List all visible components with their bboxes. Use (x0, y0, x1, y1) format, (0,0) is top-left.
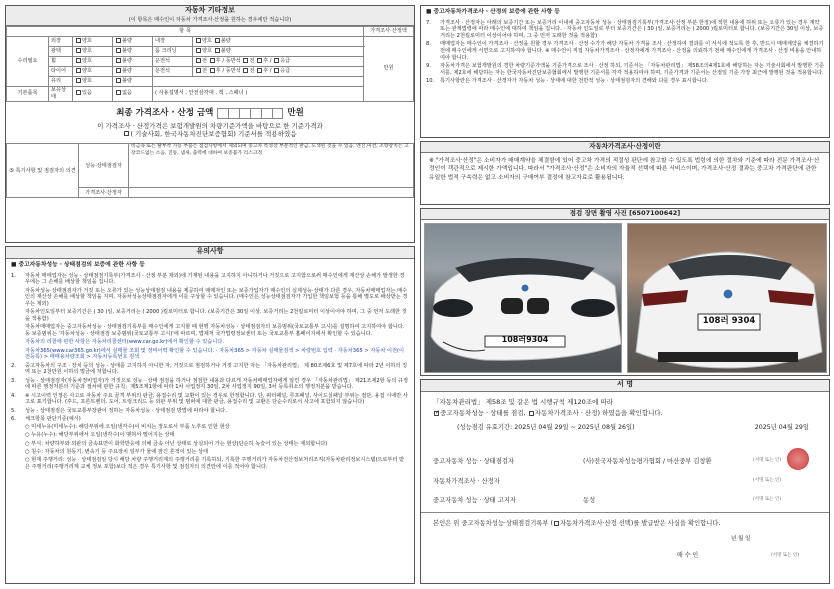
other-info-subtitle: (이 항목은 매수인이 자동차 가격조사·산정을 원하는 경우에만 적습니다) (6, 17, 414, 26)
photo-title: 점검 장면 촬영 사진 (569, 209, 627, 217)
row-part: 운전석 (153, 67, 193, 77)
sign-date: 2025년 04월 29일 (754, 423, 809, 431)
item-text: 중고자동차의 구조 · 장치 등의 성능 · 상태를 고지하지 아니한 자, 거짓으로 점검하거나 거짓 고지한 자는 「자동차관리법」 제 80조제6호 및 제7호에 따라 2년 이하의 징역 또는 2천만원 이하의 벌금에 처합니다. (25, 362, 408, 376)
repair-label: 수리필요 (7, 37, 49, 87)
item-text: 자동차 매매업자는 성능 · 상태점검기록부(가격조사 · 산정 부분 제외)에 기재된 내용을 고지하지 아니하거나 거짓으로 고지함으로써 매수인에게 재산상 손해가 발생한 경우에는 그 손해를 배상할 책임을 집니다. (25, 272, 405, 286)
car-front-photo (424, 223, 622, 373)
check-mark-icon: ✓ (435, 408, 441, 416)
sign-title: 서 명 (421, 380, 829, 392)
other-info-panel (5, 5, 415, 243)
check-performance[interactable] (434, 408, 441, 416)
checkbox[interactable] (215, 38, 220, 43)
item-number (11, 288, 25, 308)
checkbox[interactable] (257, 58, 262, 63)
grade-unit: 만원 (364, 37, 414, 102)
checkbox[interactable] (196, 38, 201, 43)
item-number (11, 432, 25, 439)
appraisal-note-title: 자동차가격조사·산정이란 (421, 142, 829, 153)
item-text: 성능 · 상태점검은 국토교통부장관이 정하는 자동차성능 · 상태점검 방법에 따라야 합니다. (25, 407, 227, 414)
row-part: 광택 (49, 47, 73, 57)
sign-r1-value: (사)전국자동차성능평가협회 / 마산중부 김창환 (583, 458, 712, 465)
sign-recv: 본인은 위 중고자동차성능·상태점검기록부 ( 자동차가격조사·산정 선택)를 발급받은 사실을 확인합니다. (433, 520, 721, 527)
sign-row-1 (433, 458, 823, 466)
final-desc1: 이 가격조사 · 산정가격은 보험개발원의 차량기준가액을 바탕으로 한 기준가격과 (97, 121, 323, 130)
checkbox[interactable] (274, 58, 279, 63)
row-part: 휠 (49, 57, 73, 67)
amount-box[interactable] (217, 108, 283, 119)
sign-confirm: ✓ 중고자동차성능 · 상태를 점검, 자동차가격조사 · 산정) 하였음을 확인합니다. (435, 408, 663, 418)
list-item (11, 393, 409, 407)
sign-mark: (서명 또는 인) (753, 458, 782, 463)
checkbox[interactable] (196, 48, 201, 53)
checkbox[interactable] (76, 90, 81, 95)
list-item (11, 339, 409, 346)
sign-buyer-label: 매 수 인 (677, 552, 699, 559)
checkbox[interactable] (243, 58, 248, 63)
item-number (11, 324, 25, 338)
final-label: 최종 가격조사 · 산정 금액 (116, 107, 214, 118)
checkbox[interactable] (76, 48, 81, 53)
final-unit: 만원 (287, 107, 304, 118)
item-text: 자동차의 리콜에 관한 사항은 자동차리콜센터(www.car.go.kr)에서 확인할 수 있습니다. (25, 339, 224, 346)
row-part: 타이어 (49, 67, 73, 77)
list-item (11, 457, 409, 471)
other-info-title: 자동차 기타정보 (6, 6, 414, 17)
list-item (11, 432, 409, 439)
final-desc2: ( 기술사회, 한국자동차진단보증협회) 기준서를 적용하였음 (6, 130, 414, 138)
item-text: 자동차인도일부터 보증기간은 ( 30 )일, 보증거리는 ( 2000 )킬로미터로 합니다. (보증기간은 30일 이상, 보증거리는 2천킬로미터 이상이어야 하며, 그 중 먼저 도래한 것을 적용함) (25, 309, 407, 323)
checkbox[interactable] (215, 48, 220, 53)
item-number: 8. (426, 41, 431, 48)
photo-panel (420, 208, 830, 376)
list-item (426, 78, 824, 85)
item-text: ※ 시고이력 인정은 사고로 자동차 주요 골격 부위의 판금, 용접수리 및 교환이 있는 경우로 한정합니다. 단, 쿼터패널, 루프패널, 사이드실패널 부위는 절단, 용접 시에만 사고로 표기합니다. (후드, 프론트펜더, 도어, 트렁크리드 등 외판 부위 및 범퍼에 대한 판금, 용접수리 및 교환은 단순수리로서 사고에 포함되지 않습니다) (25, 392, 408, 406)
list-item (11, 348, 409, 362)
final-amount-row (6, 108, 414, 119)
list-item (426, 63, 824, 77)
checkbox[interactable] (243, 68, 248, 73)
notice-section-title: ■ 중고자동차성능 · 상태점검의 보증에 관한 사항 등 (11, 262, 145, 268)
photo-code: [6507100642] (629, 209, 681, 217)
item-text: 가격조사 · 산정자는 아래의 보증기간 또는 보증거리 이내에 중고자동차 성능 · 상태점검기록부(가격조사·산정 부분 한정)에 적힌 내용에 허위 또는 오류가 있는 경우 계약 또는 관계법령에 따라 매수인에 대하여 책임을 집니다. · 자동차 인도일로 부터 보증기간은 ( 30 )일, 보증거리는 ( 2000 )킬로미터로 합니다. (보증기간은 30일 이상, 보증거리는 2천킬로미터 이상이어야 하며, 그 중 먼저 도래한 것을 적용함) (440, 19, 824, 40)
opinion-table (6, 143, 414, 198)
sign-valid: (성능점검 유효기간: 2025년 04월 29일 ~ 2025년 08월 26일) (457, 423, 635, 431)
item-text: 자동차성능·상태점검자가 거짓 또는 오류가 있는 성능상태점검 내용을 제공하여 매매자인 또는 보증가입자가 매수인의 실제성능·상태가 다른 경우, 자동차매매업자는 매수인의 재산상 손해를 배상할 책임을 지며, 자동차성능상태점검자에게 이를 구상할 수 있습니다. (매수인은 성능상태점검자가 가입한 책임보험 등을 통해 별도로 배상받는 경우는 제외) (25, 287, 408, 308)
item-text: 자동차매매업자는 중고자동차성능 · 상태점검기록부를 매수인에게 고지할 때 현행 자동차성능 · 상태점검자의 보증범위(국토교통부 고시)를 설명하여 고지하여야 합니다. 동 보증범위는 '자동차성능 · 상태점검 보증범위(국토교통부 고시)'에 따르며, 법제처 국가법령정보센터 또는 국토교통부 홈페이지에서 확인할 수 있습니다. (25, 324, 405, 338)
item-text: ○ 침수: 자동차의 원동기, 변속기 등 주요장치 일부가 물에 잠긴 흔적이 있는 상태 (25, 448, 209, 455)
list-item (11, 309, 409, 323)
sign-law: 「자동차관리법」 제58조 및 같은 법 시행규칙 제120조에 따라 (433, 398, 613, 406)
checkbox[interactable] (116, 68, 121, 73)
sign-valid-row (421, 418, 829, 432)
list-item (11, 408, 409, 415)
col-item: 항 목 (7, 27, 364, 37)
basic-items: ( 사용설명서 , 안전삼각대 , 잭 , 스패너 ) (153, 87, 364, 102)
photo-title-bar (421, 209, 829, 220)
basic-label: 기본품목 (7, 87, 49, 102)
sign-r2-label: 자동차가격조사 · 산정자 (433, 478, 500, 485)
appraisal-note-panel (420, 141, 830, 205)
list-item (11, 441, 409, 448)
list-item (11, 449, 409, 456)
item-text: 특기사항란은 가격조사 · 산정자가 자동차 성능 · 상태에 대한 전반적 성능 · 상태점검자의 견해와 다를 경우 표시합니다. (440, 78, 709, 85)
item-text: ○ 부식: 차량하부와 외판의 금속표면이 화학반응에 의해 금속 아닌 상태로 상실되어 가는 현상(단순히 녹슬어 있는 상태는 제외합니다) (25, 440, 328, 447)
item-text: 매매업자는 매수인이 가격조사 · 산정을 원할 경우 가격조사 · 산정 수가가 해당 자동차 가격을 조사 · 산정하여 결과를 이 서식에 적도록 한 후, 반드시 매매계약을 체결하기 전에 매수인에게 서면으로 고지하여야 합니다. ※ 매수인이 직접 자동차가격조사 · 산정자에게 가격조사 · 산정을 의뢰하기 전에 매수인에게 가격조사 · 산정 비용을 안내하여야 합니다. (440, 41, 824, 61)
checkbox[interactable] (196, 58, 201, 63)
checkbox[interactable] (274, 68, 279, 73)
sign-ym: 년 월 일 (731, 536, 751, 542)
item-number: 4. (11, 392, 16, 399)
checkbox[interactable] (76, 68, 81, 73)
item-text: ○ 누유(누수): 해당부위에서 오일(냉각수)이 맺혀서 떨어지는 상태 (25, 432, 175, 439)
list-item (426, 20, 824, 40)
guarantee-section-title: ■ 중고자동차가격조사 · 산정의 보증에 관한 사항 등 (426, 9, 560, 15)
item-number (11, 424, 25, 431)
checkbox[interactable] (257, 68, 262, 73)
item-number (11, 441, 25, 448)
list-item (11, 416, 409, 423)
item-number: 1. (11, 272, 16, 279)
row-part: 운전석 (153, 57, 193, 67)
list-item (11, 324, 409, 338)
car-rear-photo (627, 223, 827, 373)
notice-panel (5, 246, 415, 584)
sign-r1-label: 중고자동차 성능 · 상태점검자 (433, 458, 514, 465)
checkbox[interactable] (116, 38, 121, 43)
checkbox[interactable] (116, 48, 121, 53)
list-item (11, 363, 409, 377)
row-part: 유리 (49, 77, 73, 87)
check-appraisal[interactable] (529, 411, 534, 416)
item-number (11, 339, 25, 346)
row-part: 룸 크리닝 (153, 47, 193, 57)
item-text: 자동차가격은 보험개발원의 경한 차량기준가액을 기준가격으로 조사 · 산정 하되, 기준서는 「자동차관리법」 제58조의4제1호에 해당하는 자는 기술사회에서 발행한 기준서를, 제2호에 해당하는 자는 한국자동차진단보증협회에서 발행한 기준서를 각각 적용하여야 하며, 기준가격과 기준서는 산정일 기준 가장 최근에 발행된 것을 적용합니다. (440, 63, 824, 76)
item-text: 성능 · 상태점검자(자동차정비업자)가 거짓으로 성능 · 상태 점검을 하거나 점검한 내용과 다르게 자동차매매업자에게 알린 경우 「자동차관리법」 제21조제2항 등의 규정에 따른 행정처분의 기준과 절차에 관한 규칙」제5조제1항에 따라 1차 사업정지 30일, 2차 사업정지 90일, 3차 등록취소의 행정처분을 받습니다. (25, 377, 409, 391)
car-rear-icon (628, 224, 827, 373)
other-info-table: 항 목 가격조사·산정액 수리필요 외장 양호 불량 내장 양호 불량 만원 광택 양호 불량 룸 크리닝 양호 불량 휠 양호 불량 운전석 전 후 / 동반석 전 후 / 응급 타이어 양호 불량 운전석 전 후 / 동반석 전 후 / 응급 유리 양호 불량 기본품목 보유상태 있음 없음 ( 사용설명서 , 안전삼각대 , 잭 , 스패너 ) (6, 26, 414, 102)
sign-row-3 (433, 497, 823, 505)
checkbox[interactable] (210, 68, 215, 73)
notice-title: 유의사항 (6, 247, 414, 259)
notice-list (11, 273, 409, 471)
item-number (11, 309, 25, 323)
checkbox[interactable] (76, 78, 81, 83)
seal-stamp (787, 448, 809, 470)
item-text: 자동차365(www.car365.go.kr)에서 실매물 조회 및 정비이력 확인할 수 있습니다. · 자동차365 > 자동차 실매물검색 > 차량번호 입력 · 자동차365 > 자동차 이전(이전등록) > 매매용차량조회 > 자동차등록번호 검색 (25, 347, 405, 361)
inspector-text: 비금속 또는 탈부착 가능 부품은 점검사항에서 제외되며 중고차 특성상 부분적인 판금, 도색된 것을 수 있음. 엔진,미션, 조향장치는 고장코드없는 소음, 진동, 냄새, 출력에 대하여 보증불가 리스크정 (129, 144, 414, 188)
col-grade: 가격조사·산정액 (364, 27, 414, 37)
list-item (11, 273, 409, 287)
item-number: 6. (11, 415, 16, 422)
sign-r3-value: 동성 (583, 497, 596, 504)
guarantee-list (426, 20, 824, 85)
list-item (11, 288, 409, 308)
rear-plate: 108러 9304 (702, 316, 756, 326)
item-number (11, 348, 25, 362)
row-part: 외장 (49, 37, 73, 47)
list-item (11, 424, 409, 431)
checkbox[interactable] (116, 90, 121, 95)
sign-buyer-mark: (서명 또는 인) (771, 553, 800, 558)
item-number (11, 449, 25, 456)
row-part: 내장 (153, 37, 193, 47)
appraisal-note-text: ※ "가격조사·산정"은 소비자가 매매계약을 체결함에 있어 중고차 가격의 적절성 판단에 참고할 수 있도록 법령에 의한 절차와 기준에 따라 전문 가격조사·산정인이 객관적으로 제시한 가액입니다. 따라서 "가격조사·산정"은 소비자의 자율적 선택에 따른 서비스이며, 가격조사·산정 결과는 중고차 가격판단에 관한 유일한 법적 구속력은 없고 소비자의 구매여부 결정에 참고자료로 활용됩니다. (429, 158, 820, 181)
checkbox[interactable] (76, 58, 81, 63)
item-number (11, 457, 25, 471)
list-item (11, 378, 409, 392)
guarantee-panel (420, 5, 830, 138)
list-item (426, 41, 824, 61)
item-text: ○ 현재 주행거리: 성능 · 상태점검일 당시 해당 차량 주행거리계의 주행거리를 기록하되, 기록한 주행거리가 자동차전산정보처리조직(자동차관리정보시스템)으로부터 받은 주행거리(주행거리계 교체 정보 포함)보다 적은 경우 특기사항 및 점검자의 의견란에 이를 적어야 합니다. (25, 457, 405, 470)
opinion-label: ⑤ 특기사항 및 점검자의 의견 (7, 144, 79, 198)
signature-panel (420, 379, 830, 584)
appraiser-label: 가격조사·산정자 (79, 188, 129, 198)
sign-mark: (서명 또는 인) (753, 478, 782, 483)
basic-own: 보유상태 (49, 87, 73, 102)
checkbox[interactable] (210, 58, 215, 63)
sign-row-2 (433, 478, 823, 486)
item-text: ○ 미세누유(미세누수): 해당부위에 오일(냉각수)이 비치는 정도로서 부품 노후로 인한 현상 (25, 424, 230, 431)
checkbox[interactable] (116, 58, 121, 63)
item-number: 5. (11, 407, 16, 414)
checkbox[interactable] (76, 38, 81, 43)
item-number: 3. (11, 377, 16, 384)
item-number: 2. (11, 362, 16, 369)
inspector-label: 성능·상태점검자 (79, 144, 129, 188)
item-number: 10. (426, 78, 435, 85)
checkbox[interactable] (196, 68, 201, 73)
item-text: 체크항목 판단기준(예시) (25, 415, 81, 422)
checkbox[interactable] (116, 78, 121, 83)
car-front-icon (425, 224, 622, 373)
checkbox[interactable] (124, 131, 129, 136)
sign-divider (421, 512, 829, 513)
sign-mark: (서명 또는 인) (753, 497, 782, 502)
item-number: 9. (426, 63, 431, 70)
check-recv[interactable] (554, 521, 559, 526)
item-number: 7. (426, 19, 431, 26)
front-plate: 108러9304 (501, 335, 549, 344)
sign-r3-label: 중고자동차 성능 · 상태 고지자 (433, 497, 517, 504)
